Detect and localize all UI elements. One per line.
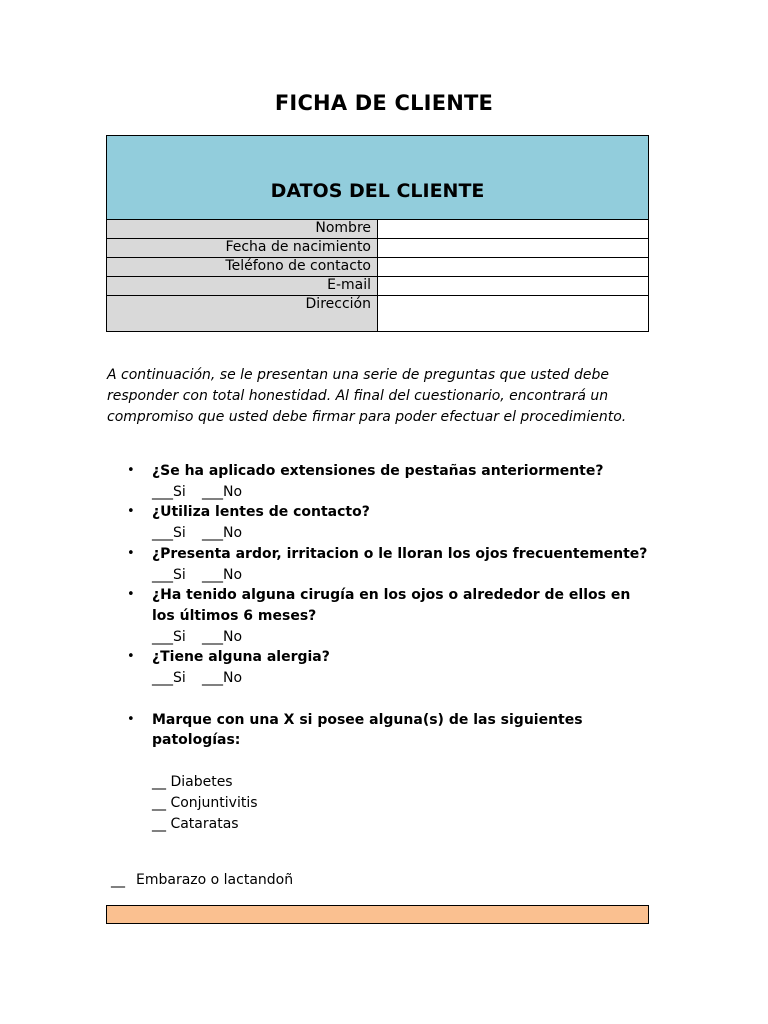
- pathology-question: [107, 710, 655, 751]
- field-label-email: E-mail: [107, 277, 378, 296]
- field-label-fecha-nacimiento: Fecha de nacimiento: [107, 239, 378, 258]
- pathology-option-cataratas[interactable]: __ Cataratas: [152, 815, 239, 832]
- pathology-prompt: Marque con una X si posee alguna(s) de las siguientes patologías:: [152, 711, 583, 749]
- extra-option-label: Embarazo o lactandoñ: [136, 872, 294, 888]
- answer-no-option[interactable]: ___No: [202, 670, 243, 687]
- question-text: ¿Se ha aplicado extensiones de pestañas anteriormente?: [152, 463, 604, 479]
- client-section-header: DATOS DEL CLIENTE: [107, 136, 649, 220]
- answer-yes-option[interactable]: ___Si: [152, 566, 186, 583]
- pathology-option-diabetes[interactable]: __ Diabetes: [152, 774, 233, 791]
- field-label-nombre: Nombre: [107, 220, 378, 239]
- table-row: [107, 296, 649, 332]
- bullet-icon: •: [127, 545, 135, 561]
- bullet-icon: •: [127, 504, 135, 520]
- answer-options: [152, 482, 655, 503]
- bullet-icon: •: [127, 463, 135, 478]
- table-row: [107, 239, 649, 258]
- extra-option-blank: __: [111, 872, 125, 888]
- bullet-icon: •: [127, 649, 135, 665]
- section-divider-bar: [106, 905, 649, 924]
- field-value-direccion[interactable]: [378, 296, 649, 332]
- client-data-table: [106, 135, 649, 332]
- page-title: FICHA DE CLIENTE: [274, 91, 494, 115]
- field-label-direccion: Dirección: [107, 296, 378, 332]
- answer-yes-option[interactable]: ___Si: [152, 483, 186, 500]
- question-item: [107, 647, 655, 688]
- table-row: [107, 220, 649, 239]
- intro-paragraph: A continuación, se le presentan una serie de preguntas que usted debe responder con total honestidad. Al final del cuestionario, encontrará un compromiso que usted debe firmar para poder efectuar el procedimiento.: [107, 367, 627, 425]
- field-value-email[interactable]: [378, 277, 649, 296]
- question-text: ¿Utiliza lentes de contacto?: [152, 504, 370, 521]
- question-text: ¿Presenta ardor, irritacion o le lloran los ojos frecuentemente?: [152, 545, 648, 562]
- question-item: [107, 585, 655, 647]
- field-value-fecha-nacimiento[interactable]: [378, 239, 649, 258]
- question-item: [107, 544, 655, 585]
- question-item: [107, 502, 655, 543]
- answer-options: [152, 565, 655, 586]
- question-text: ¿Ha tenido alguna cirugía en los ojos o alrededor de ellos en los últimos 6 meses?: [152, 587, 631, 624]
- field-label-telefono: Teléfono de contacto: [107, 258, 378, 277]
- answer-no-option[interactable]: ___No: [202, 525, 243, 542]
- answer-yes-option[interactable]: ___Si: [152, 525, 186, 542]
- questionnaire: [107, 461, 655, 834]
- table-row: [107, 258, 649, 277]
- question-text: ¿Tiene alguna alergia?: [152, 649, 330, 666]
- bullet-icon: •: [127, 711, 135, 727]
- answer-no-option[interactable]: ___No: [202, 566, 243, 583]
- answer-no-option[interactable]: ___No: [202, 628, 243, 645]
- answer-options: [152, 523, 655, 544]
- table-row: [107, 277, 649, 296]
- question-item: [107, 461, 655, 502]
- answer-options: [152, 668, 655, 689]
- extra-option-embarazo[interactable]: [111, 870, 293, 890]
- field-value-nombre[interactable]: [378, 220, 649, 239]
- answer-yes-option[interactable]: ___Si: [152, 670, 186, 687]
- pathology-option-conjuntivitis[interactable]: __ Conjuntivitis: [152, 794, 258, 811]
- answer-yes-option[interactable]: ___Si: [152, 628, 186, 645]
- answer-no-option[interactable]: ___No: [202, 483, 243, 500]
- bullet-icon: •: [127, 587, 135, 603]
- field-value-telefono[interactable]: [378, 258, 649, 277]
- answer-options: [152, 627, 655, 648]
